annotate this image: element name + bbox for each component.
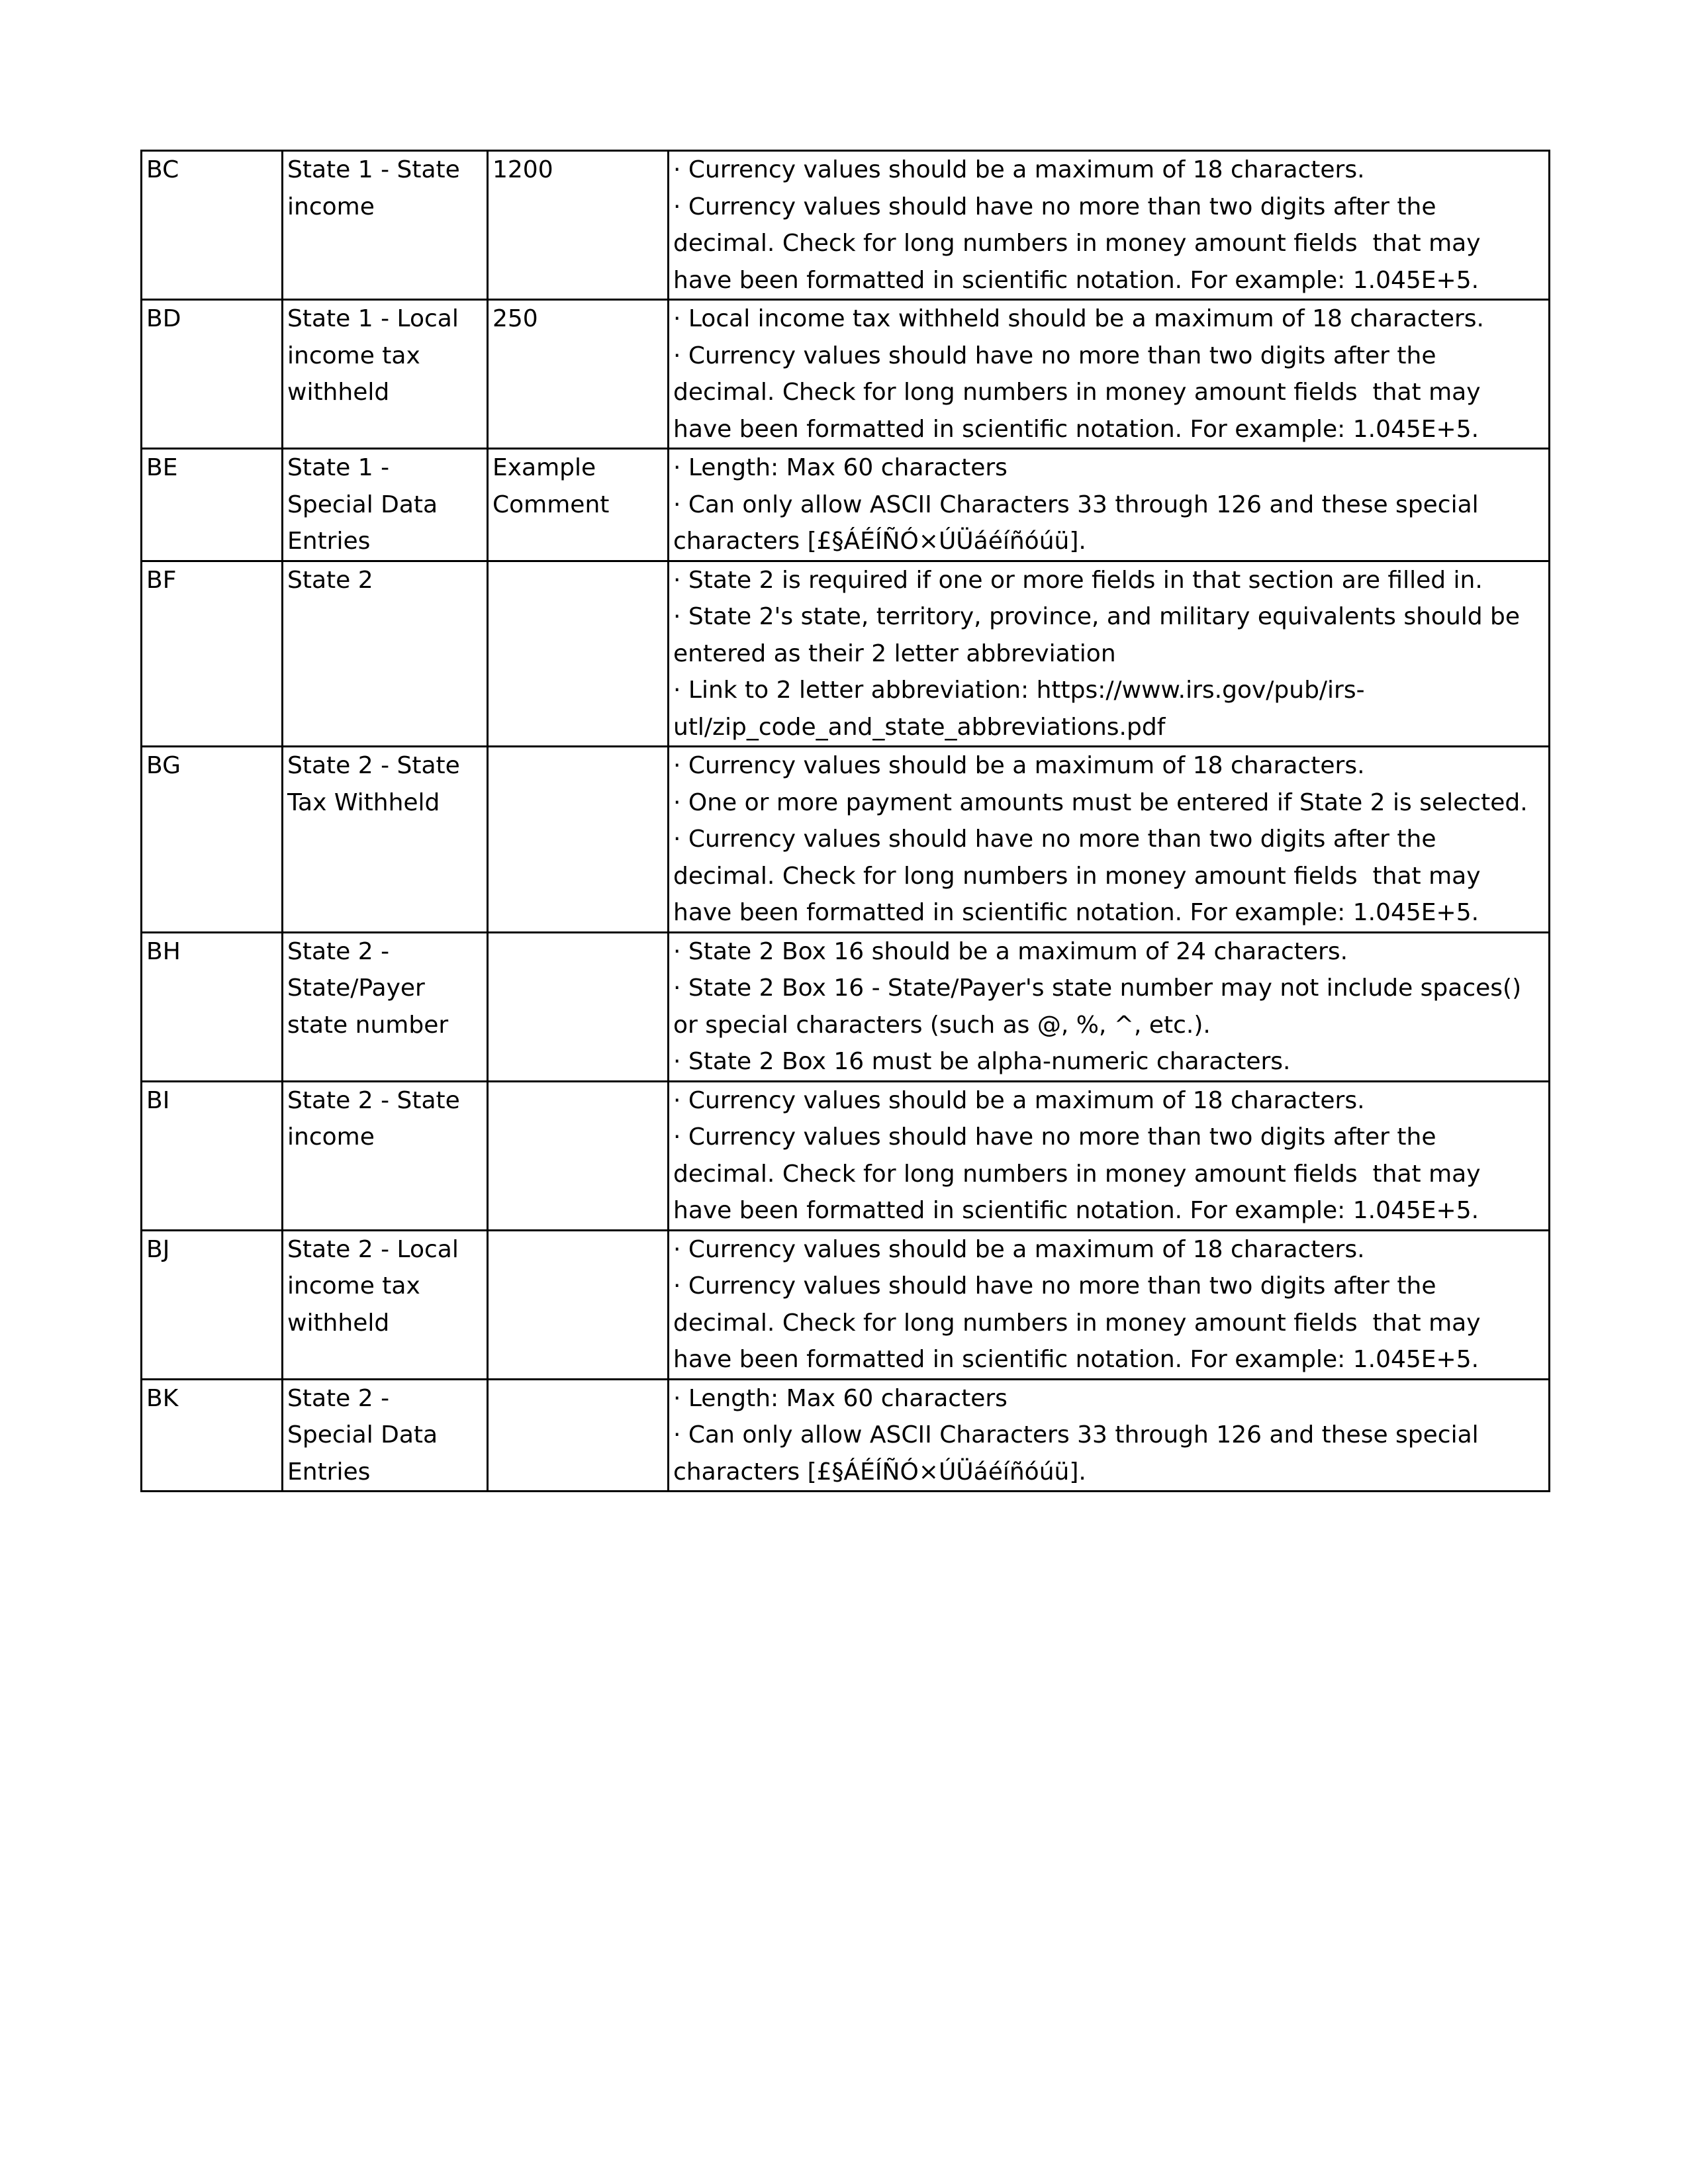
table-row <box>142 300 1550 449</box>
example-value-cell <box>488 1379 669 1492</box>
example-value-cell <box>488 1230 669 1379</box>
validation-rules-cell <box>669 151 1550 300</box>
rule-text: · Can only allow ASCII Characters 33 through 126 and these special characters [£§ÁÉÍÑÓ×ÚÜáéíñóúü]. <box>673 1421 1487 1486</box>
validation-rules-cell <box>669 1081 1550 1230</box>
validation-rules-cell <box>669 1379 1550 1492</box>
example-value-cell: 250 <box>488 300 669 449</box>
table-row <box>142 932 1550 1081</box>
rule-text: · Currency values should be a maximum of 18 characters. <box>673 752 1365 779</box>
field-name-cell: State 1 - State income <box>283 151 488 300</box>
field-name-cell: State 2 - Local income tax withheld <box>283 1230 488 1379</box>
table-row <box>142 1081 1550 1230</box>
rule-text: · State 2 Box 16 - State/Payer's state number may not include spaces() or special characters (such as @, %, ^, etc.). <box>673 974 1529 1039</box>
table-body <box>142 151 1550 1492</box>
field-name-cell: State 2 - State/Payer state number <box>283 932 488 1081</box>
rule-text: · Currency values should have no more than two digits after the decimal. Check for long numbers in money amount fields that may have been formatted in scientific notation. For example: 1.045E+5. <box>673 342 1488 443</box>
column-code-cell: BI <box>142 1081 283 1230</box>
example-value-cell: Example Comment <box>488 449 669 561</box>
rule-text: · Currency values should be a maximum of 18 characters. <box>673 156 1365 183</box>
rule-text: · State 2's state, territory, province, and military equivalents should be entered as their 2 letter abbreviation <box>673 603 1528 667</box>
column-code-cell: BG <box>142 747 283 933</box>
table-row <box>142 449 1550 561</box>
field-name-cell: State 2 - Special Data Entries <box>283 1379 488 1492</box>
table-row <box>142 561 1550 747</box>
rule-text: · Link to 2 letter abbreviation: https://www.irs.gov/pub/irs-utl/zip_code_and_state_abbreviations.pdf <box>673 677 1365 741</box>
rule-text: · Currency values should be a maximum of 18 characters. <box>673 1235 1365 1263</box>
validation-rules-cell <box>669 747 1550 933</box>
validation-rules-cell <box>669 449 1550 561</box>
rule-text: · State 2 is required if one or more fields in that section are filled in. <box>673 566 1483 594</box>
column-code-cell: BJ <box>142 1230 283 1379</box>
field-name-cell: State 1 - Special Data Entries <box>283 449 488 561</box>
example-value-cell <box>488 561 669 747</box>
validation-rules-cell <box>669 1230 1550 1379</box>
column-code-cell: BH <box>142 932 283 1081</box>
field-name-cell: State 2 <box>283 561 488 747</box>
column-code-cell: BD <box>142 300 283 449</box>
rule-text: · Currency values should have no more than two digits after the decimal. Check for long numbers in money amount fields that may have been formatted in scientific notation. For example: 1.045E+5. <box>673 1123 1488 1224</box>
field-name-cell: State 2 - State income <box>283 1081 488 1230</box>
table-row <box>142 1379 1550 1492</box>
rule-text: · Currency values should have no more than two digits after the decimal. Check for long numbers in money amount fields that may have been formatted in scientific notation. For example: 1.045E+5. <box>673 193 1488 294</box>
rule-text: · One or more payment amounts must be entered if State 2 is selected. <box>673 788 1528 816</box>
column-code-cell: BF <box>142 561 283 747</box>
column-code-cell: BC <box>142 151 283 300</box>
example-value-cell <box>488 932 669 1081</box>
column-code-cell: BE <box>142 449 283 561</box>
rule-text: · State 2 Box 16 must be alpha-numeric characters. <box>673 1048 1291 1075</box>
column-code-cell: BK <box>142 1379 283 1492</box>
validation-rules-cell <box>669 932 1550 1081</box>
rule-text: · Local income tax withheld should be a maximum of 18 characters. <box>673 305 1484 332</box>
table-row <box>142 1230 1550 1379</box>
rule-text: · Length: Max 60 characters <box>673 1384 1008 1412</box>
example-value-cell <box>488 747 669 933</box>
validation-rules-cell <box>669 300 1550 449</box>
rule-text: · Currency values should be a maximum of 18 characters. <box>673 1086 1365 1114</box>
table-row <box>142 747 1550 933</box>
example-value-cell <box>488 1081 669 1230</box>
rule-text: · Currency values should have no more than two digits after the decimal. Check for long numbers in money amount fields that may have been formatted in scientific notation. For example: 1.045E+5. <box>673 1272 1488 1373</box>
rule-text: · State 2 Box 16 should be a maximum of 24 characters. <box>673 937 1348 965</box>
validation-rules-cell <box>669 561 1550 747</box>
example-value-cell: 1200 <box>488 151 669 300</box>
field-name-cell: State 2 - State Tax Withheld <box>283 747 488 933</box>
field-name-cell: State 1 - Local income tax withheld <box>283 300 488 449</box>
validation-rules-table <box>140 150 1550 1492</box>
table-row <box>142 151 1550 300</box>
rule-text: · Currency values should have no more than two digits after the decimal. Check for long numbers in money amount fields that may have been formatted in scientific notation. For example: 1.045E+5. <box>673 826 1488 926</box>
rule-text: · Length: Max 60 characters <box>673 454 1008 481</box>
rule-text: · Can only allow ASCII Characters 33 through 126 and these special characters [£§ÁÉÍÑÓ×ÚÜáéíñóúü]. <box>673 491 1487 555</box>
